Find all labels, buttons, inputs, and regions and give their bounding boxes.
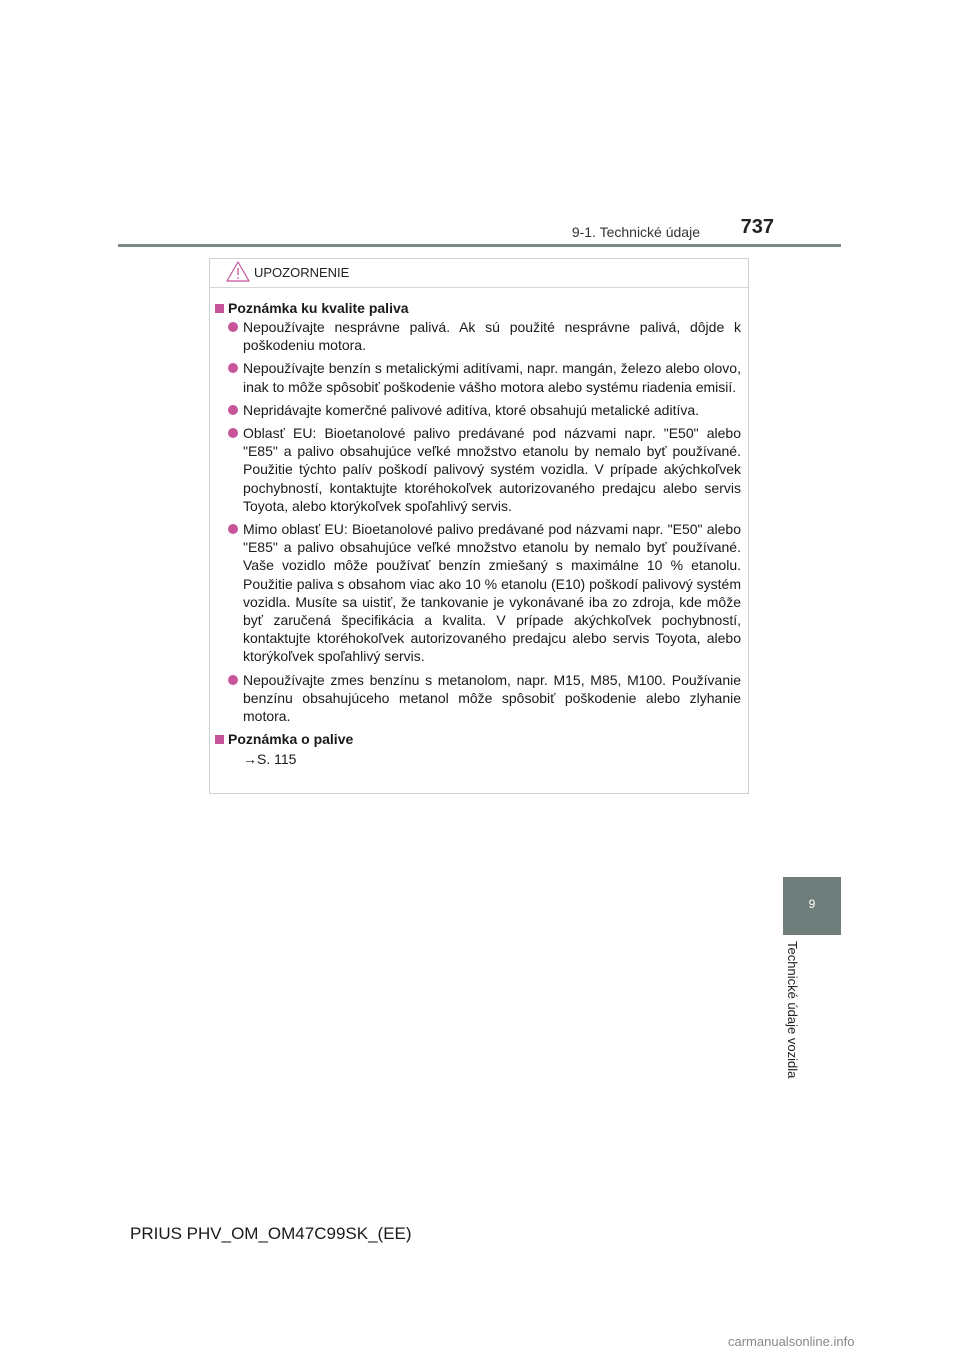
list-item: [215, 671, 741, 726]
list-item: [215, 401, 741, 419]
section-heading-text: Poznámka ku kvalite paliva: [228, 300, 409, 316]
header-divider: [118, 244, 841, 247]
chapter-number: 9: [808, 897, 816, 911]
list-item-text: Nepoužívajte nesprávne palivá. Ak sú použité nesprávne palivá, dôjde k poškodeniu motora.: [243, 319, 741, 354]
list-item: [215, 359, 741, 395]
list-item-text: Oblasť EU: Bioetanolové palivo predávané pod názvami napr. "E50" alebo "E85" a palivo obsahujúce veľké množstvo etanolu by nemalo byť používané. Použitie týchto palív poškodí palivový systém vozidla. V prípade akýchkoľvek pochybností, kontaktujte ktoréhokoľvek autorizovaného predajcu alebo servis Toyota, alebo ktorýkoľvek spoľahlivý servis.: [243, 425, 741, 514]
caution-title: UPOZORNENIE: [254, 265, 350, 280]
list-item-text: Nepridávajte komerčné palivové aditíva, ktoré obsahujú metalické aditíva.: [243, 401, 700, 418]
list-item: [215, 424, 741, 515]
section-heading-fuel-quality: [215, 300, 741, 316]
caution-header: [210, 259, 748, 288]
bullet-dot-icon: [228, 363, 238, 373]
square-bullet-icon: [215, 735, 224, 744]
section-heading-text: Poznámka o palive: [228, 731, 354, 748]
list-item-text: Nepoužívajte zmes benzínu s metanolom, napr. M15, M85, M100. Používanie benzínu obsahujúceho metanol môže spôsobiť poškodenie alebo zlyhanie motora.: [243, 671, 741, 725]
bullet-dot-icon: [228, 322, 238, 332]
square-bullet-icon: [215, 304, 224, 313]
list-item: [215, 318, 741, 354]
chapter-tab[interactable]: [783, 877, 841, 935]
list-item-text: Nepoužívajte benzín s metalickými aditívami, napr. mangán, železo alebo olovo, inak to môže spôsobiť poškodenie vášho motora alebo systému riadenia emisií.: [243, 360, 741, 395]
section-heading-fuel-note: [215, 731, 741, 747]
page-number: 737: [740, 216, 774, 238]
page-reference-link[interactable]: →S. 115: [243, 751, 297, 768]
watermark: carmanualsonline.info: [728, 1334, 855, 1349]
list-item-text: Mimo oblasť EU: Bioetanolové palivo predávané pod názvami napr. "E50" alebo "E85" a palivo obsahujúce veľké množstvo etanolu by nemalo byť používané. Vaše vozidlo môže používať benzín zmiešaný s maximálne 10 % etanolu. Použitie paliva s obsahom viac ako 10 % etanolu (E10) poškodí palivový systém vozidla. Musíte sa uistiť, že tankovanie je vykonávané iba zo zdroja, kde môže byť zaručená špecifikácia a kvalita. V prípade akýchkoľvek pochybností, kontaktujte ktoréhokoľvek autorizovaného predajcu alebo servis Toyota, alebo ktorýkoľvek spoľahlivý servis.: [243, 521, 741, 665]
bullet-dot-icon: [228, 405, 238, 415]
chapter-label-text: Technické údaje vozidla: [785, 941, 800, 1079]
bullet-dot-icon: [228, 428, 238, 438]
document-id: PRIUS PHV_OM_OM47C99SK_(EE): [130, 1224, 412, 1243]
caution-body: [210, 288, 748, 767]
list-item: [215, 520, 741, 666]
warning-icon: [226, 261, 250, 282]
section-title: 9-1. Technické údaje: [571, 224, 700, 240]
bullet-dot-icon: [228, 524, 238, 534]
chapter-label: [785, 941, 805, 1101]
caution-box: [209, 258, 749, 794]
bullet-dot-icon: [228, 675, 238, 685]
